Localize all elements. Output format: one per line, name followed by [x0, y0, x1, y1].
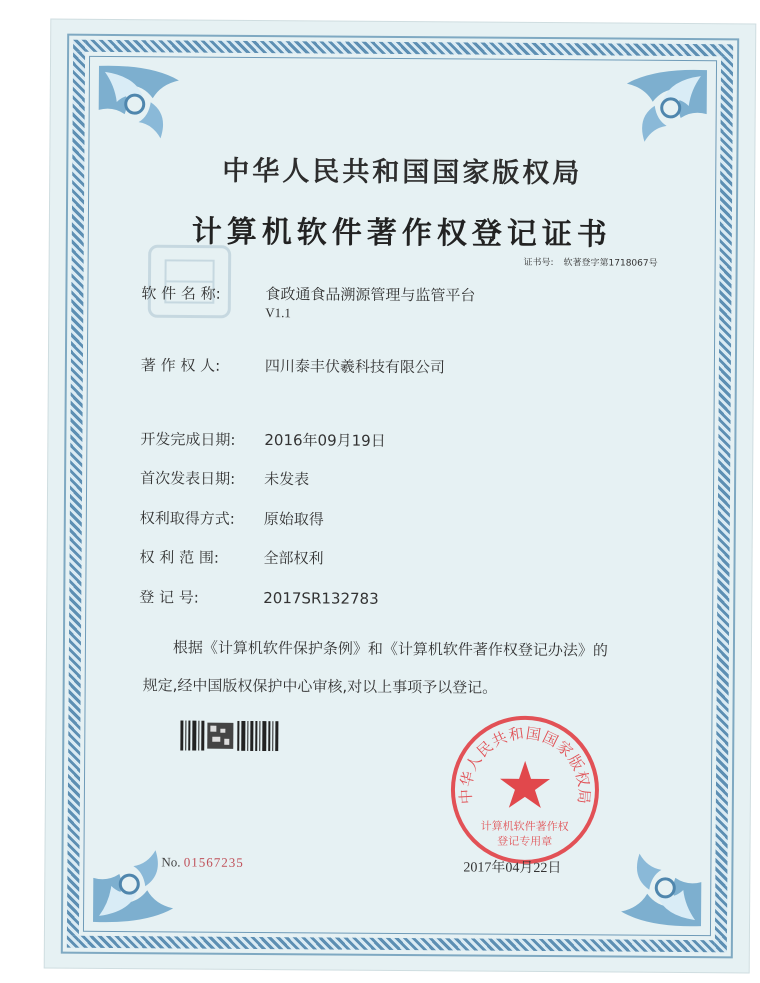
barcode-icon — [180, 720, 282, 751]
serial-prefix: No. — [161, 854, 181, 870]
certificate-number — [523, 255, 667, 269]
certificate-number-label: 证书号: — [523, 257, 554, 269]
official-seal-icon — [447, 712, 602, 867]
field-software-name — [141, 282, 475, 305]
field-label: 权利取得方式: — [139, 509, 235, 528]
certificate-number-value: 软著登字第1718067号 — [563, 258, 658, 269]
field-label: 著 作 权 人: — [140, 356, 221, 375]
field-first-publication-date — [140, 467, 309, 489]
seal-inner-line-1: 计算机软件著作权 — [480, 819, 569, 834]
seal-inner-line-2: 登记专用章 — [497, 834, 553, 849]
field-label: 权 利 范 围: — [139, 548, 219, 567]
field-label: 登 记 号: — [139, 588, 199, 607]
serial-value: 01567235 — [183, 854, 244, 870]
seal-outer-text: 中华人民共和国国家版权局 — [456, 724, 594, 806]
field-label: 软 件 名 称: — [141, 284, 221, 303]
field-rights-scope — [139, 546, 323, 568]
serial-number — [161, 854, 244, 871]
field-acquisition-method — [140, 507, 324, 529]
issuing-authority: 中华人民共和国国家版权局 — [222, 155, 583, 190]
field-completion-date — [140, 428, 386, 451]
field-value: 全部权利 — [263, 549, 324, 568]
issue-date: 2017年04月22日 — [463, 860, 562, 877]
field-label: 首次发表日期: — [140, 469, 236, 488]
field-value: 未发表 — [264, 470, 310, 489]
field-value: 2017SR132783 — [263, 589, 379, 608]
certificate-title: 计算机软件著作权登记证书 — [191, 214, 612, 253]
statement-line-1: 根据《计算机软件保护条例》和《计算机软件著作权登记办法》的 — [172, 638, 609, 660]
corner-ornament-icon — [599, 823, 710, 934]
field-value: 食政通食品溯源管理与监管平台 — [265, 285, 476, 305]
software-version: V1.1 — [265, 305, 291, 321]
certificate-paper — [45, 20, 756, 973]
field-registration-number — [139, 586, 379, 609]
statement-line-2: 规定,经中国版权保护中心审核,对以上事项予以登记。 — [142, 676, 498, 697]
field-copyright-owner — [141, 354, 445, 377]
field-label: 开发完成日期: — [140, 430, 236, 449]
corner-ornament-icon — [85, 820, 196, 931]
field-value: 原始取得 — [263, 510, 324, 529]
field-value: 2016年09月19日 — [264, 431, 386, 450]
field-value: 四川泰丰伏羲科技有限公司 — [264, 357, 445, 377]
